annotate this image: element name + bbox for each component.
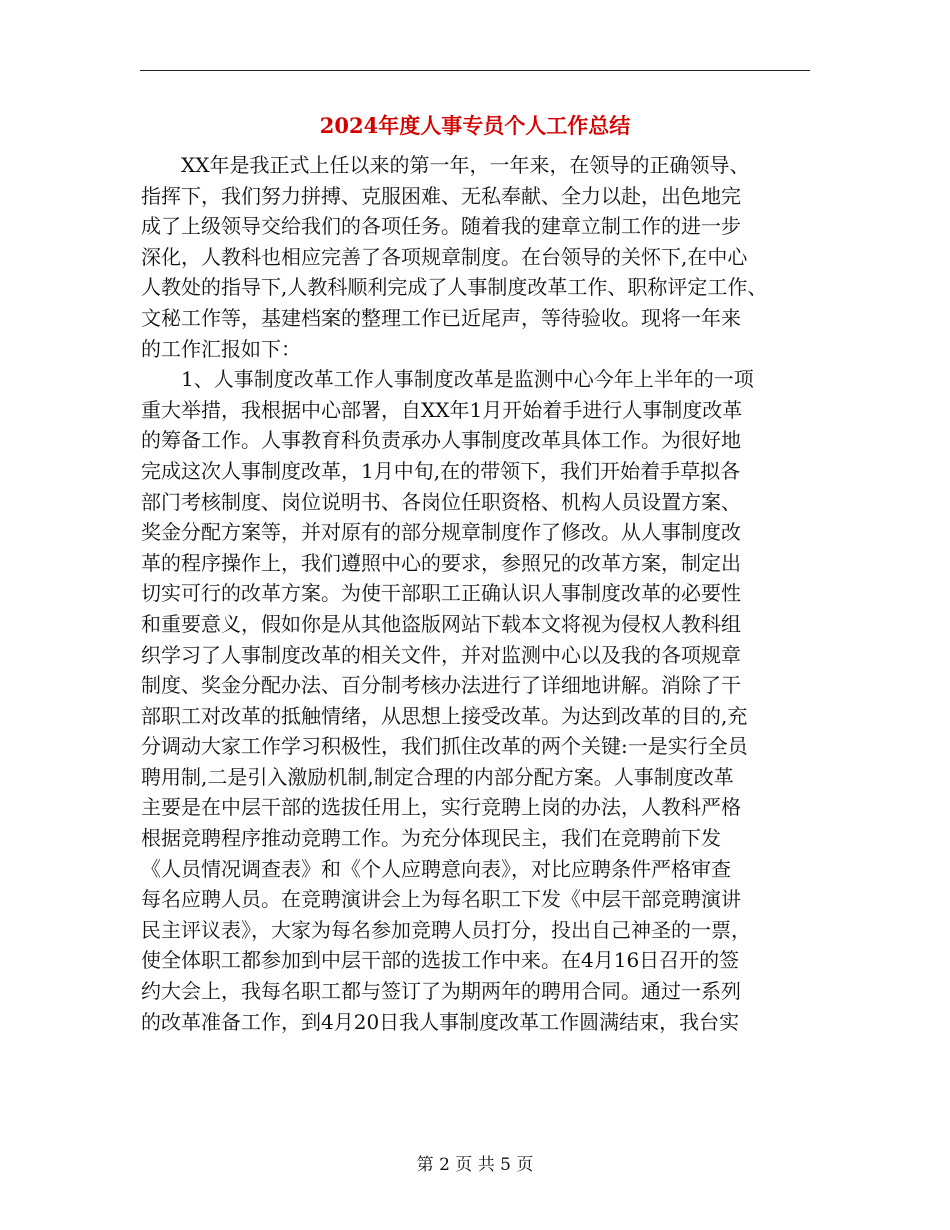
body-text-line: 部门考核制度、岗位说明书、各岗位任职资格、机构人员设置方案、 — [141, 489, 741, 514]
body-text-line: 革的程序操作上，我们遵照中心的要求，参照兄的改革方案，制定出 — [141, 550, 741, 575]
body-text-line: 分调动大家工作学习积极性，我们抓住改革的两个关键:一是实行全员 — [141, 734, 748, 759]
body-text-line: 奖金分配方案等，并对原有的部分规章制度作了修改。从人事制度改 — [141, 520, 741, 545]
body-text-line: 部职工对改革的抵触情绪，从思想上接受改革。为达到改革的目的,充 — [141, 703, 748, 728]
body-text-line: 指挥下，我们努力拼搏、克服困难、无私奉献、全力以赴，出色地完 — [141, 183, 741, 208]
body-text-line: 切实可行的改革方案。为使干部职工正确认识人事制度改革的必要性 — [141, 581, 741, 606]
document-title: 2024年度人事专员个人工作总结 — [319, 113, 631, 138]
page-number-footer: 第 2 页 共 5 页 — [416, 1155, 534, 1175]
body-text-line: XX年是我正式上任以来的第一年，一年来，在领导的正确领导、 — [181, 153, 750, 177]
body-text-line: 成了上级领导交给我们的各项任务。随着我的建章立制工作的进一步 — [141, 214, 741, 239]
body-text-line: 《人员情况调查表》和《个人应聘意向表》，对比应聘条件严格审查 — [141, 856, 731, 881]
body-text-line: 的工作汇报如下： — [141, 336, 301, 361]
body-text-line: 完成这次人事制度改革，1月中旬,在的带领下，我们开始着手草拟各 — [141, 458, 741, 483]
body-text-line: 使全体职工都参加到中层干部的选拔工作中来。在4月16日召开的签 — [141, 948, 740, 973]
body-text-line: 每名应聘人员。在竞聘演讲会上为每名职工下发《中层干部竞聘演讲 — [141, 887, 741, 912]
document-body — [141, 150, 821, 1037]
body-text-line: 约大会上，我每名职工都与签订了为期两年的聘用合同。通过一系列 — [141, 979, 741, 1004]
body-text-line: 根据竞聘程序推动竞聘工作。为充分体现民主，我们在竞聘前下发 — [141, 826, 721, 851]
body-text-line: 文秘工作等，基建档案的整理工作已近尾声，等待验收。现将一年来 — [141, 305, 741, 330]
body-text-line: 主要是在中层干部的选拔任用上，实行竞聘上岗的办法，人教科严格 — [141, 795, 741, 820]
body-text-line: 民主评议表》，大家为每名参加竞聘人员打分，投出自己神圣的一票， — [141, 917, 751, 942]
body-text-line: 制度、奖金分配办法、百分制考核办法进行了详细地讲解。消除了干 — [141, 673, 741, 698]
header-rule — [140, 70, 810, 71]
body-text-line: 和重要意义，假如你是从其他盗版网站下载本文将视为侵权人教科组 — [141, 611, 741, 636]
body-text-line: 织学习了人事制度改革的相关文件，并对监测中心以及我的各项规章 — [141, 642, 741, 667]
body-text-line: 的筹备工作。人事教育科负责承办人事制度改革具体工作。为很好地 — [141, 428, 741, 453]
body-text-line: 重大举措，我根据中心部署，自XX年1月开始着手进行人事制度改革 — [141, 397, 743, 422]
body-text-line: 的改革准备工作，到4月20日我人事制度改革工作圆满结束，我台实 — [141, 1009, 740, 1034]
body-text-line: 深化，人教科也相应完善了各项规章制度。在台领导的关怀下,在中心 — [141, 244, 748, 269]
body-text-line: 人教处的指导下,人教科顺利完成了人事制度改革工作、职称评定工作、 — [141, 275, 768, 300]
body-text-line: 1、人事制度改革工作人事制度改革是监测中心今年上半年的一项 — [181, 367, 754, 392]
body-text-line: 聘用制,二是引入激励机制,制定合理的内部分配方案。人事制度改革 — [141, 764, 734, 789]
